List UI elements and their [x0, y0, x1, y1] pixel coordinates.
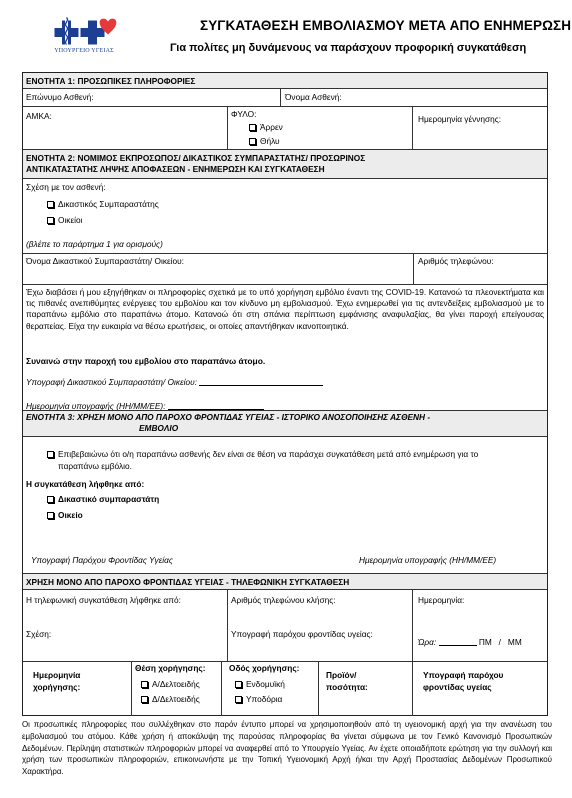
obtained-judicial-checkbox-icon[interactable] — [47, 496, 54, 503]
subcutaneous-label: Υποδόρια — [246, 694, 283, 704]
representative-phone-field[interactable]: Αριθμός τηλεφώνου: — [418, 256, 494, 266]
phone-provider-signature-field[interactable]: Υπογραφή παρόχου φροντίδας υγείας: — [231, 629, 373, 639]
section-4-header — [23, 574, 547, 589]
representative-name-field[interactable]: Όνομα Δικαστικού Συμπαραστάτη/ Οικείου: — [26, 256, 184, 266]
section-3-heading-line2: ΕΜΒΟΛΙΟ — [139, 423, 179, 433]
form-subtitle: Για πολίτες μη δυνάμενους να παράσχουν προφορική συγκατάθεση — [170, 42, 527, 54]
sex-female-option[interactable] — [249, 136, 280, 146]
signature-line — [199, 377, 323, 386]
relatives-checkbox-icon[interactable] — [47, 217, 54, 224]
provider-signature-date-field[interactable]: Ημερομηνία υπογραφής (ΗΗ/ΜΜ/ΕΕ) — [359, 555, 497, 565]
patient-name-field[interactable]: Όνομα Ασθενή: — [285, 92, 342, 102]
section-2-heading-line2: ΑΝΤΙΚΑΤΑΣΤΑΤΗΣ ΛΗΨΗΣ ΑΠΟΦΑΣΕΩΝ - ΕΝΗΜΕΡΩΣΗ ΚΑΙ ΣΥΓΚΑΤΑΘΕΣΗ — [26, 164, 325, 174]
right-deltoid-label: Δ/Δελτοειδής — [152, 694, 200, 704]
female-label: Θήλυ — [260, 136, 280, 146]
product-quantity-label-line2: ποσότητα: — [326, 682, 368, 692]
relatives-option[interactable] — [47, 215, 82, 225]
definitions-note: (βλέπε το παράρτημα 1 για ορισμούς) — [26, 239, 163, 249]
incapacity-confirmation-line1: Επιβεβαιώνω ότι ο/η παραπάνω ασθενής δεν είναι σε θέση να παράσχει συγκατάθεση μετά από ενημέρωση για το — [58, 449, 479, 459]
call-phone-number-field[interactable]: Αριθμός τηλεφώνου κλήσης: — [231, 595, 336, 605]
phone-consent-date-field[interactable]: Ημερομηνία: — [418, 595, 465, 605]
male-checkbox-icon[interactable] — [249, 124, 256, 131]
consent-form — [22, 72, 548, 716]
section-1-heading: ΕΝΟΤΗΤΑ 1: ΠΡΟΣΩΠΙΚΕΣ ΠΛΗΡΟΦΟΡΙΕΣ — [26, 76, 196, 86]
obtained-relative-option[interactable] — [47, 510, 83, 520]
form-title: ΣΥΓΚΑΤΑΘΕΣΗ ΕΜΒΟΛΙΑΣΜΟΥ ΜΕΤΑ ΑΠΟ ΕΝΗΜΕΡΩΣΗ — [200, 18, 572, 33]
time-separator: / — [498, 637, 501, 647]
right-deltoid-option[interactable] — [141, 694, 200, 704]
administration-signature-label-line1: Υπογραφή παρόχου — [423, 670, 504, 680]
intramuscular-option[interactable] — [235, 679, 285, 689]
judicial-guardian-checkbox-icon[interactable] — [47, 201, 54, 208]
obtained-judicial-option[interactable] — [47, 494, 159, 504]
relatives-label: Οικείοι — [58, 215, 83, 225]
product-quantity-label-line1: Προϊόν/ — [326, 670, 357, 680]
consent-statement: Συναινώ στην παροχή του εμβολίου στο παραπάνω άτομο. — [26, 356, 266, 366]
phone-consent-time-field[interactable] — [418, 637, 522, 647]
administration-route-label: Οδός χορήγησης: — [229, 663, 300, 673]
female-checkbox-icon[interactable] — [249, 138, 256, 145]
left-deltoid-option[interactable] — [141, 679, 200, 689]
male-label: Άρρεν — [260, 122, 283, 132]
incapacity-checkbox-icon[interactable] — [47, 451, 54, 458]
judicial-guardian-label: Δικαστικός Συμπαραστάτης — [58, 199, 159, 209]
sex-male-option[interactable] — [249, 122, 283, 132]
sex-label: ΦΥΛΟ: — [231, 109, 257, 119]
subcutaneous-option[interactable] — [235, 694, 282, 704]
judicial-guardian-option[interactable] — [47, 199, 159, 209]
time-am-label: ΠΜ — [478, 637, 492, 647]
phone-relation-field[interactable]: Σχέση: — [26, 629, 52, 639]
incapacity-confirmation-option[interactable] — [47, 449, 478, 459]
incapacity-confirmation-line2: παραπάνω εμβόλιο. — [58, 461, 132, 471]
logo-caption: ΥΠΟΥΡΓΕΙΟ ΥΓΕΙΑΣ — [54, 48, 114, 54]
information-paragraph: Έχω διαβάσει ή μου εξηγήθηκαν οι πληροφορίες σχετικά με το υπό χορήγηση εμβόλιο έναντι της COVID-19. Κατανοώ τα πλεονεκτήματα και τις πιθανές ανεπιθύμητες ενέργειες του εμβολίου και τον κίνδυνο μη εμβολιασμού. Έχω ενημερωθεί για τις αντενδείξεις εμβολιασμού με το παραπάνω εμβόλιο στο παραπάνω άτομο. Κατανοώ ότι στη σπάνια περίπτωση εμφάνισης αναφυλαξίας, θα γίνει παροχή επείγουσας θεραπείας. Είχα την ευκαιρία να θέσω ερωτήσεις, οι οποίες απαντήθηκαν ικανοποιητικά. — [26, 287, 544, 331]
patient-surname-field[interactable]: Επώνυμο Ασθενή: — [26, 92, 94, 102]
section-4-heading: ΧΡΗΣΗ ΜΟΝΟ ΑΠΟ ΠΑΡΟΧΟ ΦΡΟΝΤΙΔΑΣ ΥΓΕΙΑΣ - ΤΗΛΕΦΩΝΙΚΗ ΣΥΓΚΑΤΑΘΕΣΗ — [26, 577, 350, 587]
amka-field[interactable]: ΑΜΚΑ: — [26, 111, 52, 121]
subcutaneous-checkbox-icon[interactable] — [235, 696, 242, 703]
administration-site-label: Θέση χορήγησης: — [135, 663, 206, 673]
left-deltoid-checkbox-icon[interactable] — [141, 681, 148, 688]
intramuscular-label: Ενδομυϊκή — [246, 679, 285, 689]
right-deltoid-checkbox-icon[interactable] — [141, 696, 148, 703]
section-3-header — [23, 411, 547, 436]
intramuscular-checkbox-icon[interactable] — [235, 681, 242, 688]
obtained-relative-checkbox-icon[interactable] — [47, 512, 54, 519]
signature-date-label: Ημερομηνία υπογραφής (ΗΗ/ΜΜ/ΕΕ): — [26, 401, 166, 411]
signature-date-line — [168, 401, 264, 410]
administration-date-label-line1: Ημερομηνία — [33, 670, 81, 680]
obtained-relative-label: Οικείο — [58, 510, 83, 520]
section-1-header — [23, 73, 547, 88]
provider-signature-field[interactable]: Υπογραφή Παρόχου Φροντίδας Υγείας — [31, 555, 173, 565]
administration-signature-label-line2: φροντίδας υγείας — [423, 682, 492, 692]
time-pm-label: ΜΜ — [507, 637, 522, 647]
representative-signature-label: Υπογραφή Δικαστικού Συμπαραστάτη/ Οικείου: — [26, 377, 197, 387]
phone-consent-from-field[interactable]: Η τηλεφωνική συγκατάθεση λήφθηκε από: — [26, 595, 181, 605]
privacy-footer: Οι προσωπικές πληροφορίες που συλλέχθηκαν στο παρόν έντυπο μπορεί να χρησιμοποιηθούν από τη υγειονομική αρχή για την ανανέωση του εμβολιασμού του ατόμου. Κάθε χρήση ή αποκάλυψη της παρούσας πληροφορίας θα γίνεται σύμφωνα με τον Γενικό Κανονισμό Προσωπικών Δεδομένων. Περίληψη στατιστικών πληροφοριών μπορεί να αναφερθεί από το Υπουργείο Υγείας. Αν έχετε οποιαδήποτε ερώτηση για την συλλογή και χρήση των προσωπικών πληροφοριών, επικοινωνήστε με την Τοπική Υγειονομική Αρχή ή/και την Αρχή Προστασίας Δεδομένων Προσωπικού Χαρακτήρα. — [22, 720, 552, 777]
representative-signature-field[interactable] — [26, 377, 323, 387]
relation-label: Σχέση με τον ασθενή: — [26, 182, 106, 192]
section-2-header — [23, 150, 547, 178]
section-2-heading-line1: ΕΝΟΤΗΤΑ 2: ΝΟΜΙΜΟΣ ΕΚΠΡΟΣΩΠΟΣ/ ΔΙΚΑΣΤΙΚΟΣ ΣΥΜΠΑΡΑΣΤΑΤΗΣ/ ΠΡΟΣΩΡΙΝΟΣ — [26, 153, 366, 163]
consent-obtained-label: Η συγκατάθεση λήφθηκε από: — [26, 479, 145, 489]
administration-date-label-line2: χορήγησης: — [33, 682, 81, 692]
date-of-birth-field[interactable]: Ημερομηνία γέννησης: — [418, 114, 502, 124]
section-3-heading-line1: ΕΝΟΤΗΤΑ 3: ΧΡΗΣΗ ΜΟΝΟ ΑΠΟ ΠΑΡΟΧΟ ΦΡΟΝΤΙΔΑΣ ΥΓΕΙΑΣ - ΙΣΤΟΡΙΚΟ ΑΝΟΣΟΠΟΙΗΣΗΣ ΑΣΘΕΝΗ - — [26, 412, 431, 422]
time-line — [439, 637, 477, 646]
time-label: Ώρα: — [418, 637, 437, 647]
obtained-judicial-label: Δικαστικό συμπαραστάτη — [58, 494, 160, 504]
left-deltoid-label: Α/Δελτοειδής — [152, 679, 200, 689]
